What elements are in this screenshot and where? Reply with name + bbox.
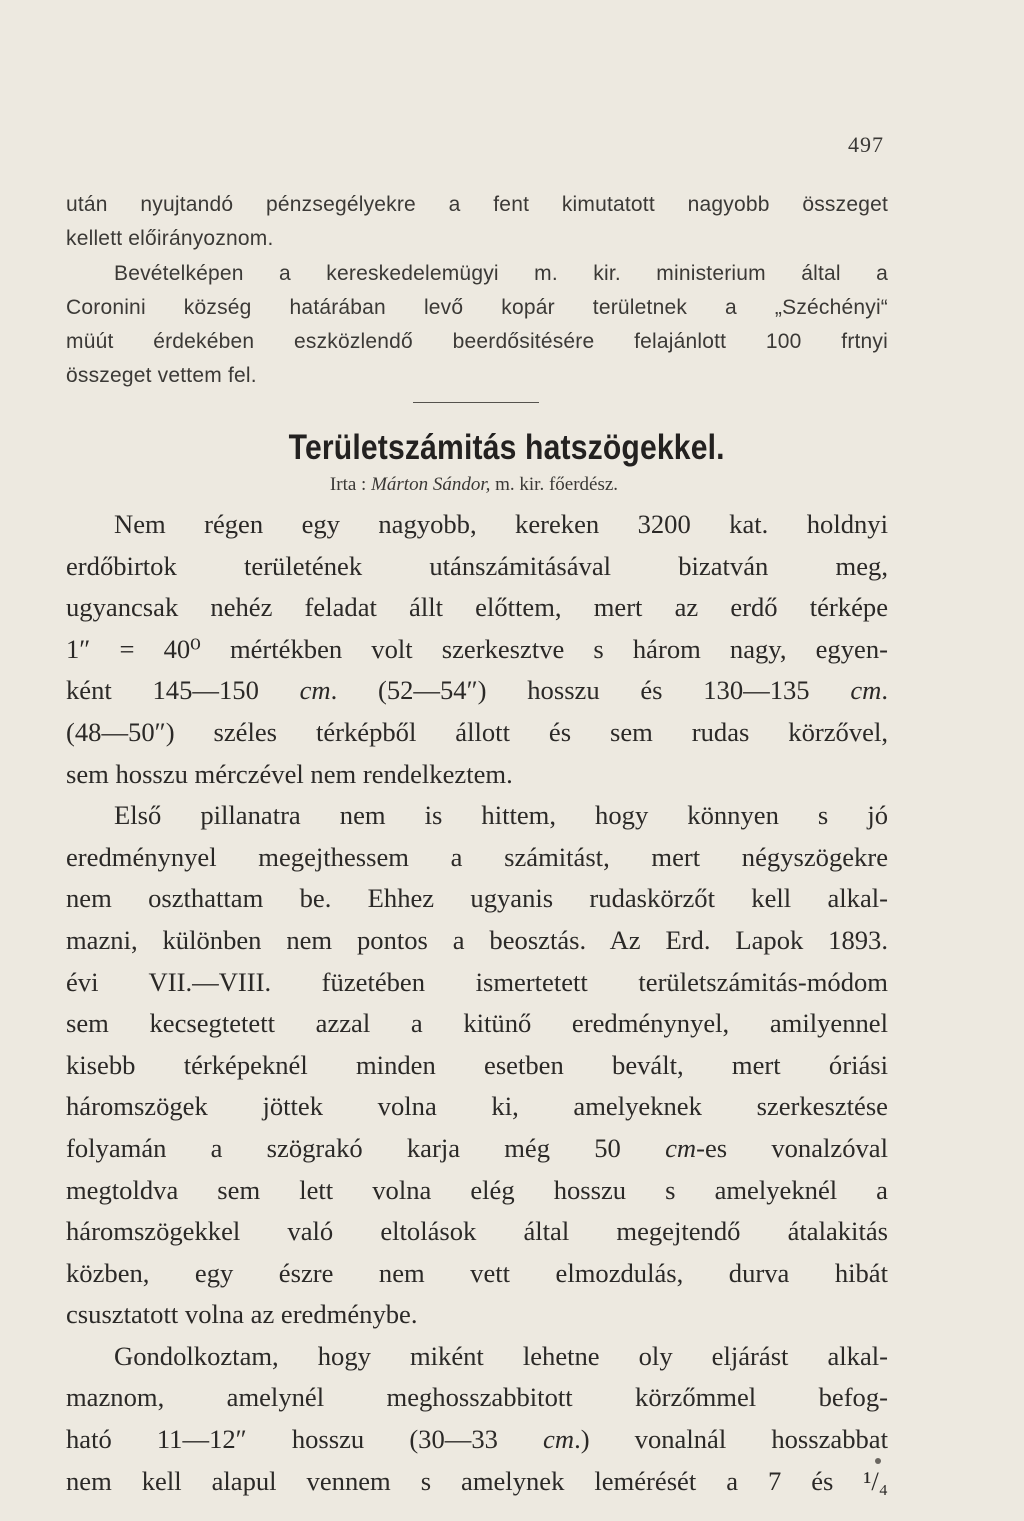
body-line: folyamán a szögrakó karja még 50 cm-es vonalzóval (66, 1132, 888, 1163)
body-line: háromszögekkel való eltolások által megejtendő átalakitás (66, 1216, 888, 1247)
body-line: évi VII.—VIII. füzetében ismertetett területszámitás-módom (66, 966, 888, 997)
body-line: erdőbirtok területének utánszámitásával bizatván meg, (66, 550, 888, 581)
intro-line: után nyujtandó pénzsegélyekre a fent kimutatott nagyobb összeget (66, 193, 888, 216)
intro-paragraph (66, 188, 888, 394)
page-number: 497 (848, 132, 884, 157)
body-line: maznom, amelynél meghosszabbitott körzőmmel befog- (66, 1382, 888, 1413)
article-title: Területszámitás hatszögekkel. (288, 428, 725, 467)
author-prefix: Irta : (329, 474, 367, 495)
intro-line: müút érdekében eszközlendő beerdősitésére felajánlott 100 frtnyi (66, 330, 888, 354)
body-line: mazni, különben nem pontos a beosztás. Az Erd. Lapok 1893. (66, 924, 888, 955)
section-divider (413, 402, 539, 403)
body-line: ható 11—12″ hosszu (30—33 cm.) vonalnál hosszabbat (66, 1424, 889, 1455)
body-line: Első pillanatra nem is hittem, hogy könnyen s jó (114, 800, 888, 831)
unit-abbrev: cm (299, 675, 331, 706)
unit-abbrev: cm (543, 1424, 575, 1455)
intro-line: Coronini község határában levő kopár területnek a „Széchényi“ (66, 295, 888, 319)
body-line: Gondolkoztam, hogy miként lehetne oly eljárást alkal- (114, 1340, 888, 1371)
author-title: m. kir. főerdész. (495, 474, 619, 495)
body-line: (48—50″) széles térképből állott és sem rudas körzővel, (66, 716, 888, 747)
intro-line: Bevételképen a kereskedelemügyi m. kir. ministerium által a (114, 261, 888, 285)
body-line: csusztatott volna az eredménybe. (66, 1299, 418, 1330)
body-line: kisebb térképeknél minden esetben bevált, mert óriási (66, 1049, 888, 1080)
print-speck (875, 1458, 881, 1464)
author-line (0, 474, 948, 496)
intro-line: kellett előirányoznom. (66, 227, 274, 251)
body-line: nem kell alapul vennem s amelynek lemérését a 7 és ¹/₄ (66, 1465, 888, 1496)
body-line: megtoldva sem lett volna elég hosszu s amelyeknél a (66, 1174, 888, 1205)
body-line: nem oszthattam be. Ehhez ugyanis rudaskörzőt kell alkal- (66, 883, 888, 914)
body-line: 1″ = 40⁰ mértékben volt szerkesztve s három nagy, egyen- (66, 633, 888, 664)
body-line: eredménynyel megejthessem a számitást, mert négyszögekre (66, 841, 888, 872)
unit-abbrev: cm (665, 1132, 697, 1163)
body-line: közben, egy észre nem vett elmozdulás, durva hibát (66, 1257, 888, 1288)
body-text (66, 504, 888, 1502)
author-name: Márton Sándor, (371, 474, 491, 495)
body-line: háromszögek jöttek volna ki, amelyeknek szerkesztése (66, 1091, 888, 1122)
intro-line: összeget vettem fel. (66, 364, 257, 388)
body-line: ként 145—150 cm. (52—54″) hosszu és 130—135 cm. (66, 675, 888, 706)
body-line: Nem régen egy nagyobb, kereken 3200 kat. holdnyi (114, 509, 888, 539)
unit-abbrev: cm (850, 675, 882, 706)
body-line: ugyancsak nehéz feladat állt előttem, mert az erdő térképe (66, 592, 888, 623)
body-line: sem hosszu mérczével nem rendelkeztem. (66, 758, 513, 789)
body-line: sem kecsegtetett azzal a kitünő eredménynyel, amilyennel (66, 1008, 888, 1039)
